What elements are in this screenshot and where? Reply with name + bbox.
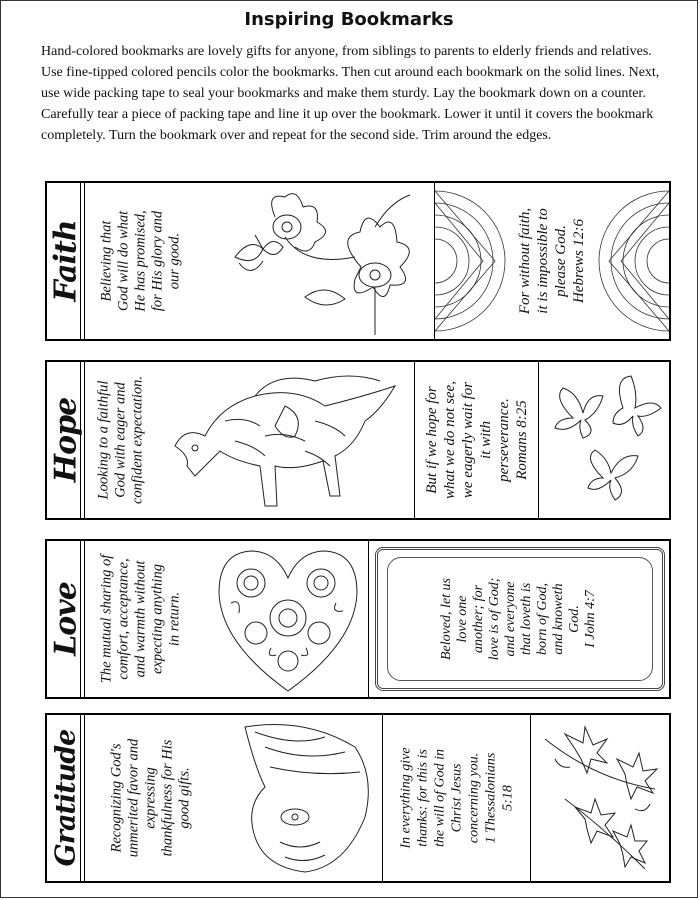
love-word: Love (48, 582, 83, 656)
gratitude-word-panel (47, 715, 85, 881)
gratitude-flower-panel (531, 715, 669, 881)
flower-butterfly-illustration (225, 187, 430, 337)
love-quote: The mutual sharing of comfort, acceptance, and warmth without expecting anything in return. (98, 554, 183, 684)
love-verse-panel (369, 541, 669, 697)
horse-head-illustration (225, 717, 381, 879)
hope-verse-panel (415, 362, 539, 518)
faith-verse-panel (435, 183, 669, 339)
hope-verse: But if we hope for what we do not see, we eagerly wait for it with perseverance. Romans 8:25 (423, 381, 530, 499)
hope-quote: Looking to a faithful God with eager and confident expectation. (95, 375, 146, 505)
hope-butterfly-panel (539, 362, 669, 518)
hope-word: Hope (48, 397, 83, 483)
lily-flowers-illustration (535, 719, 665, 879)
bookmark-strip-hope (45, 360, 671, 520)
instructions-paragraph: Hand-colored bookmarks are lovely gifts for anyone, from siblings to parents to elderly friends and relatives. Use fine-tipped colored pencils color the bookmarks. Then cut around each bookmark on the solid lines. Next, use wide packing tape to seal your bookmarks and make them sturdy. Lay the bookmark down on a counter. Carefully tear a piece of packing tape and line it up over the bookmark. Lower it until it covers the bookmark completely. Turn the bookmark over and repeat for the second side. Trim around the edges. (41, 44, 660, 143)
love-verse: Beloved, let us love one another; for love is of God; and everyone that loveth is born of God, and knoweth God. I John 4:7 (439, 577, 598, 661)
gratitude-quote: Recognizing God's unmerited favor and expressing thankfulness for His good gifts. (108, 738, 193, 858)
love-word-panel (47, 541, 85, 697)
bookmark-strip-faith (45, 181, 671, 341)
gratitude-verse: In everything give thanks: for this is the will of God in Christ Jesus concerning you. 1 Thessalonians 5:18 (398, 747, 515, 849)
gratitude-quote-panel (85, 715, 383, 881)
hope-quote-panel (85, 362, 415, 518)
bookmark-strip-gratitude (45, 713, 671, 883)
hope-word-panel (47, 362, 85, 518)
gratitude-verse-panel (383, 715, 531, 881)
faith-quote-panel (85, 183, 435, 339)
horse-illustration (165, 366, 410, 516)
love-quote-panel (85, 541, 369, 697)
page-title: Inspiring Bookmarks (244, 9, 454, 30)
faith-word-panel (47, 183, 85, 339)
gratitude-word: Gratitude (50, 729, 81, 867)
floral-heart-illustration (211, 543, 365, 695)
bookmark-strip-love (45, 539, 671, 699)
butterflies-illustration (543, 368, 665, 513)
faith-verse: For without faith, it is impossible to please God. Hebrews 12:6 (517, 207, 587, 315)
faith-word: Faith (48, 220, 83, 302)
faith-quote: Believing that God will do what He has promised, for His glory and our good. (98, 210, 183, 312)
